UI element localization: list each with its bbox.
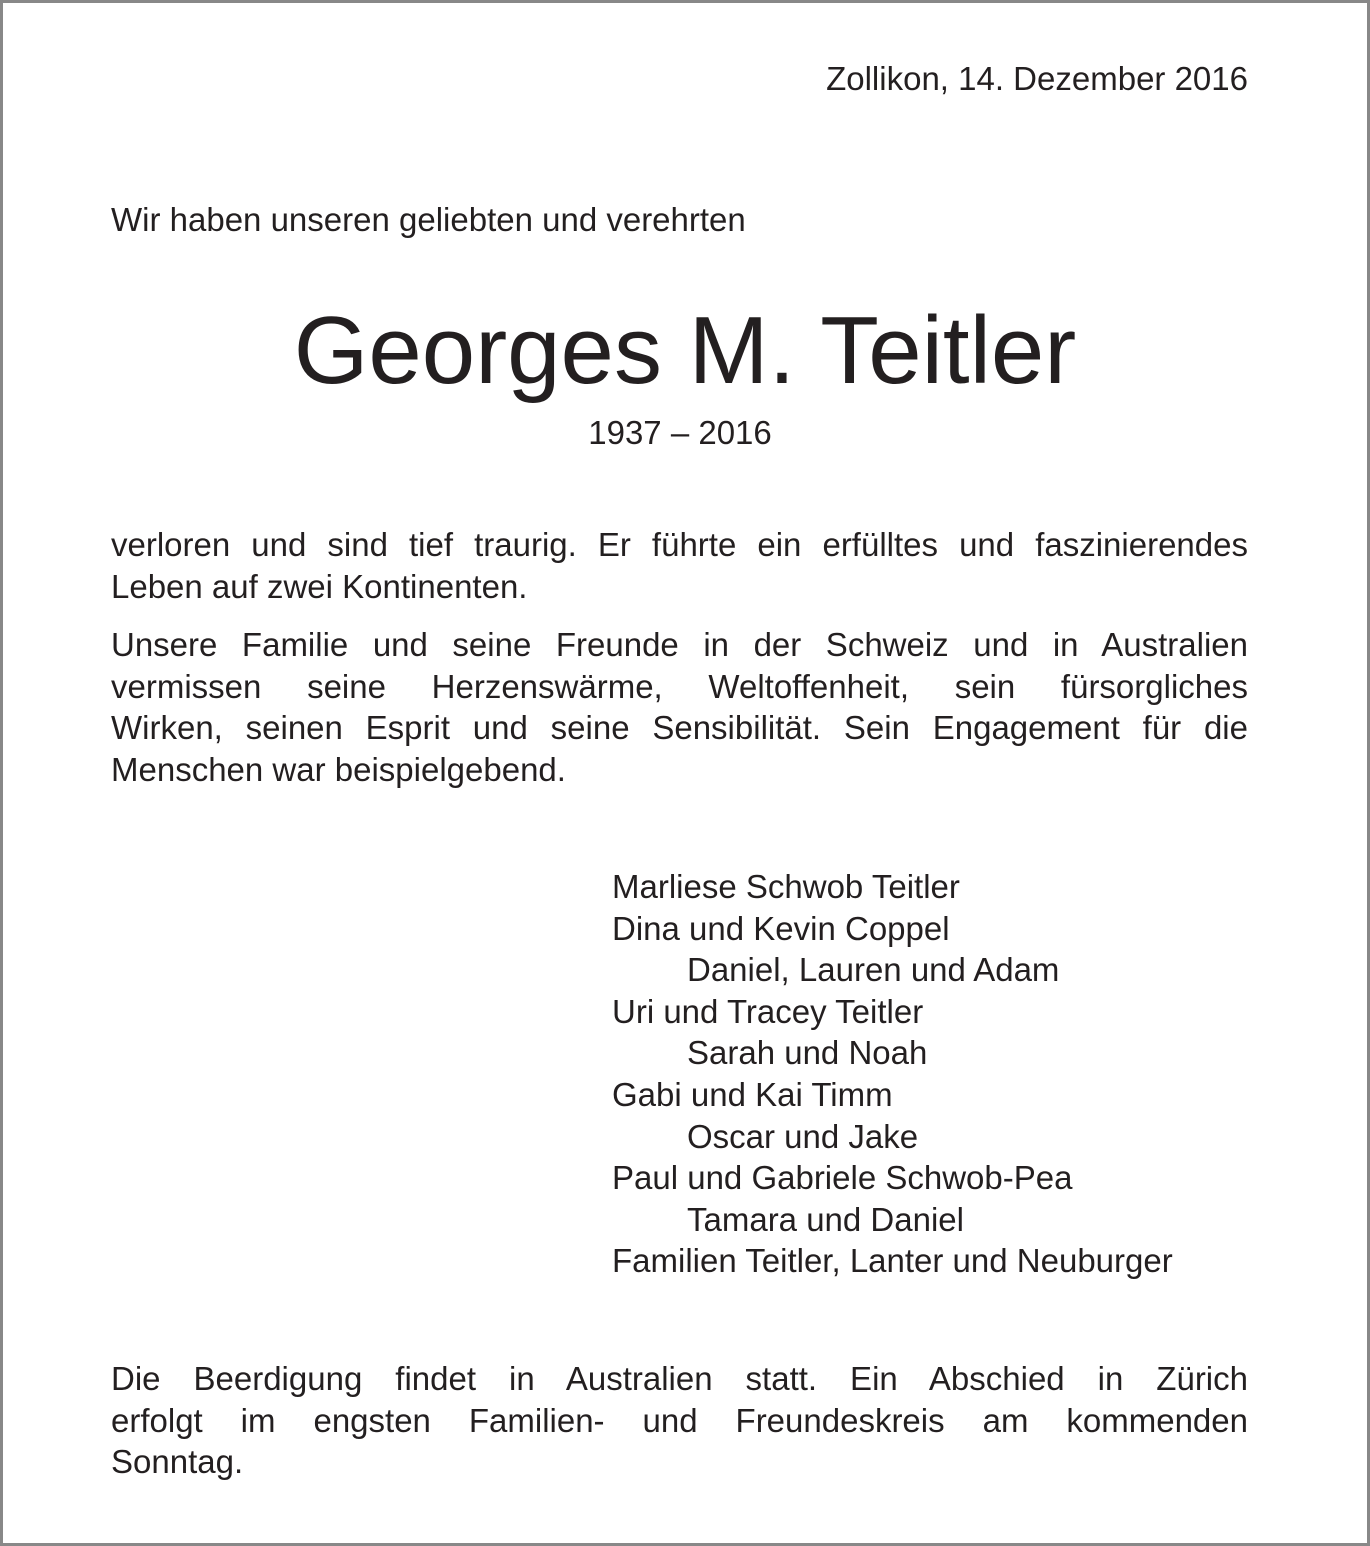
family-list	[612, 866, 1173, 1282]
date-line: Zollikon, 14. Dezember 2016	[826, 60, 1248, 97]
text-line: Menschen war beispielgebend.	[111, 750, 566, 788]
deceased-name: Georges M. Teitler	[293, 297, 1077, 404]
paragraph-1	[111, 524, 1248, 607]
family-children: Oscar und Jake	[687, 1117, 919, 1155]
text-line: erfolgt im engsten Familien- und Freundeskreis am kommenden	[111, 1401, 1248, 1439]
family-member: Gabi und Kai Timm	[612, 1075, 893, 1113]
family-children: Tamara und Daniel	[687, 1200, 964, 1238]
text-line: Unsere Familie und seine Freunde in der Schweiz und in Australien	[111, 626, 1248, 663]
family-member: Uri und Tracey Teitler	[612, 992, 924, 1030]
family-member: Familien Teitler, Lanter und Neuburger	[612, 1242, 1173, 1280]
family-member: Dina und Kevin Coppel	[612, 909, 950, 947]
text-line: Wirken, seinen Esprit und seine Sensibilität. Sein Engagement für die	[111, 709, 1248, 746]
intro-text: Wir haben unseren geliebten und verehrten	[111, 201, 746, 238]
family-children: Sarah und Noah	[687, 1034, 928, 1072]
family-member: Paul und Gabriele Schwob-Pea	[612, 1159, 1073, 1197]
text-line: Sonntag.	[111, 1443, 244, 1480]
paragraph-funeral	[111, 1358, 1248, 1483]
text-line: verloren und sind tief traurig. Er führte ein erfülltes und faszinierendes	[111, 526, 1248, 563]
text-line: vermissen seine Herzenswärme, Weltoffenheit, sein fürsorgliches	[111, 667, 1248, 705]
life-years: 1937 – 2016	[588, 414, 772, 451]
family-member: Marliese Schwob Teitler	[612, 868, 960, 905]
text-line: Die Beerdigung findet in Australien statt. Ein Abschied in Zürich	[111, 1360, 1248, 1397]
text-line: Leben auf zwei Kontinenten.	[111, 567, 528, 605]
paragraph-2	[111, 624, 1248, 790]
family-children: Daniel, Lauren und Adam	[687, 951, 1060, 989]
